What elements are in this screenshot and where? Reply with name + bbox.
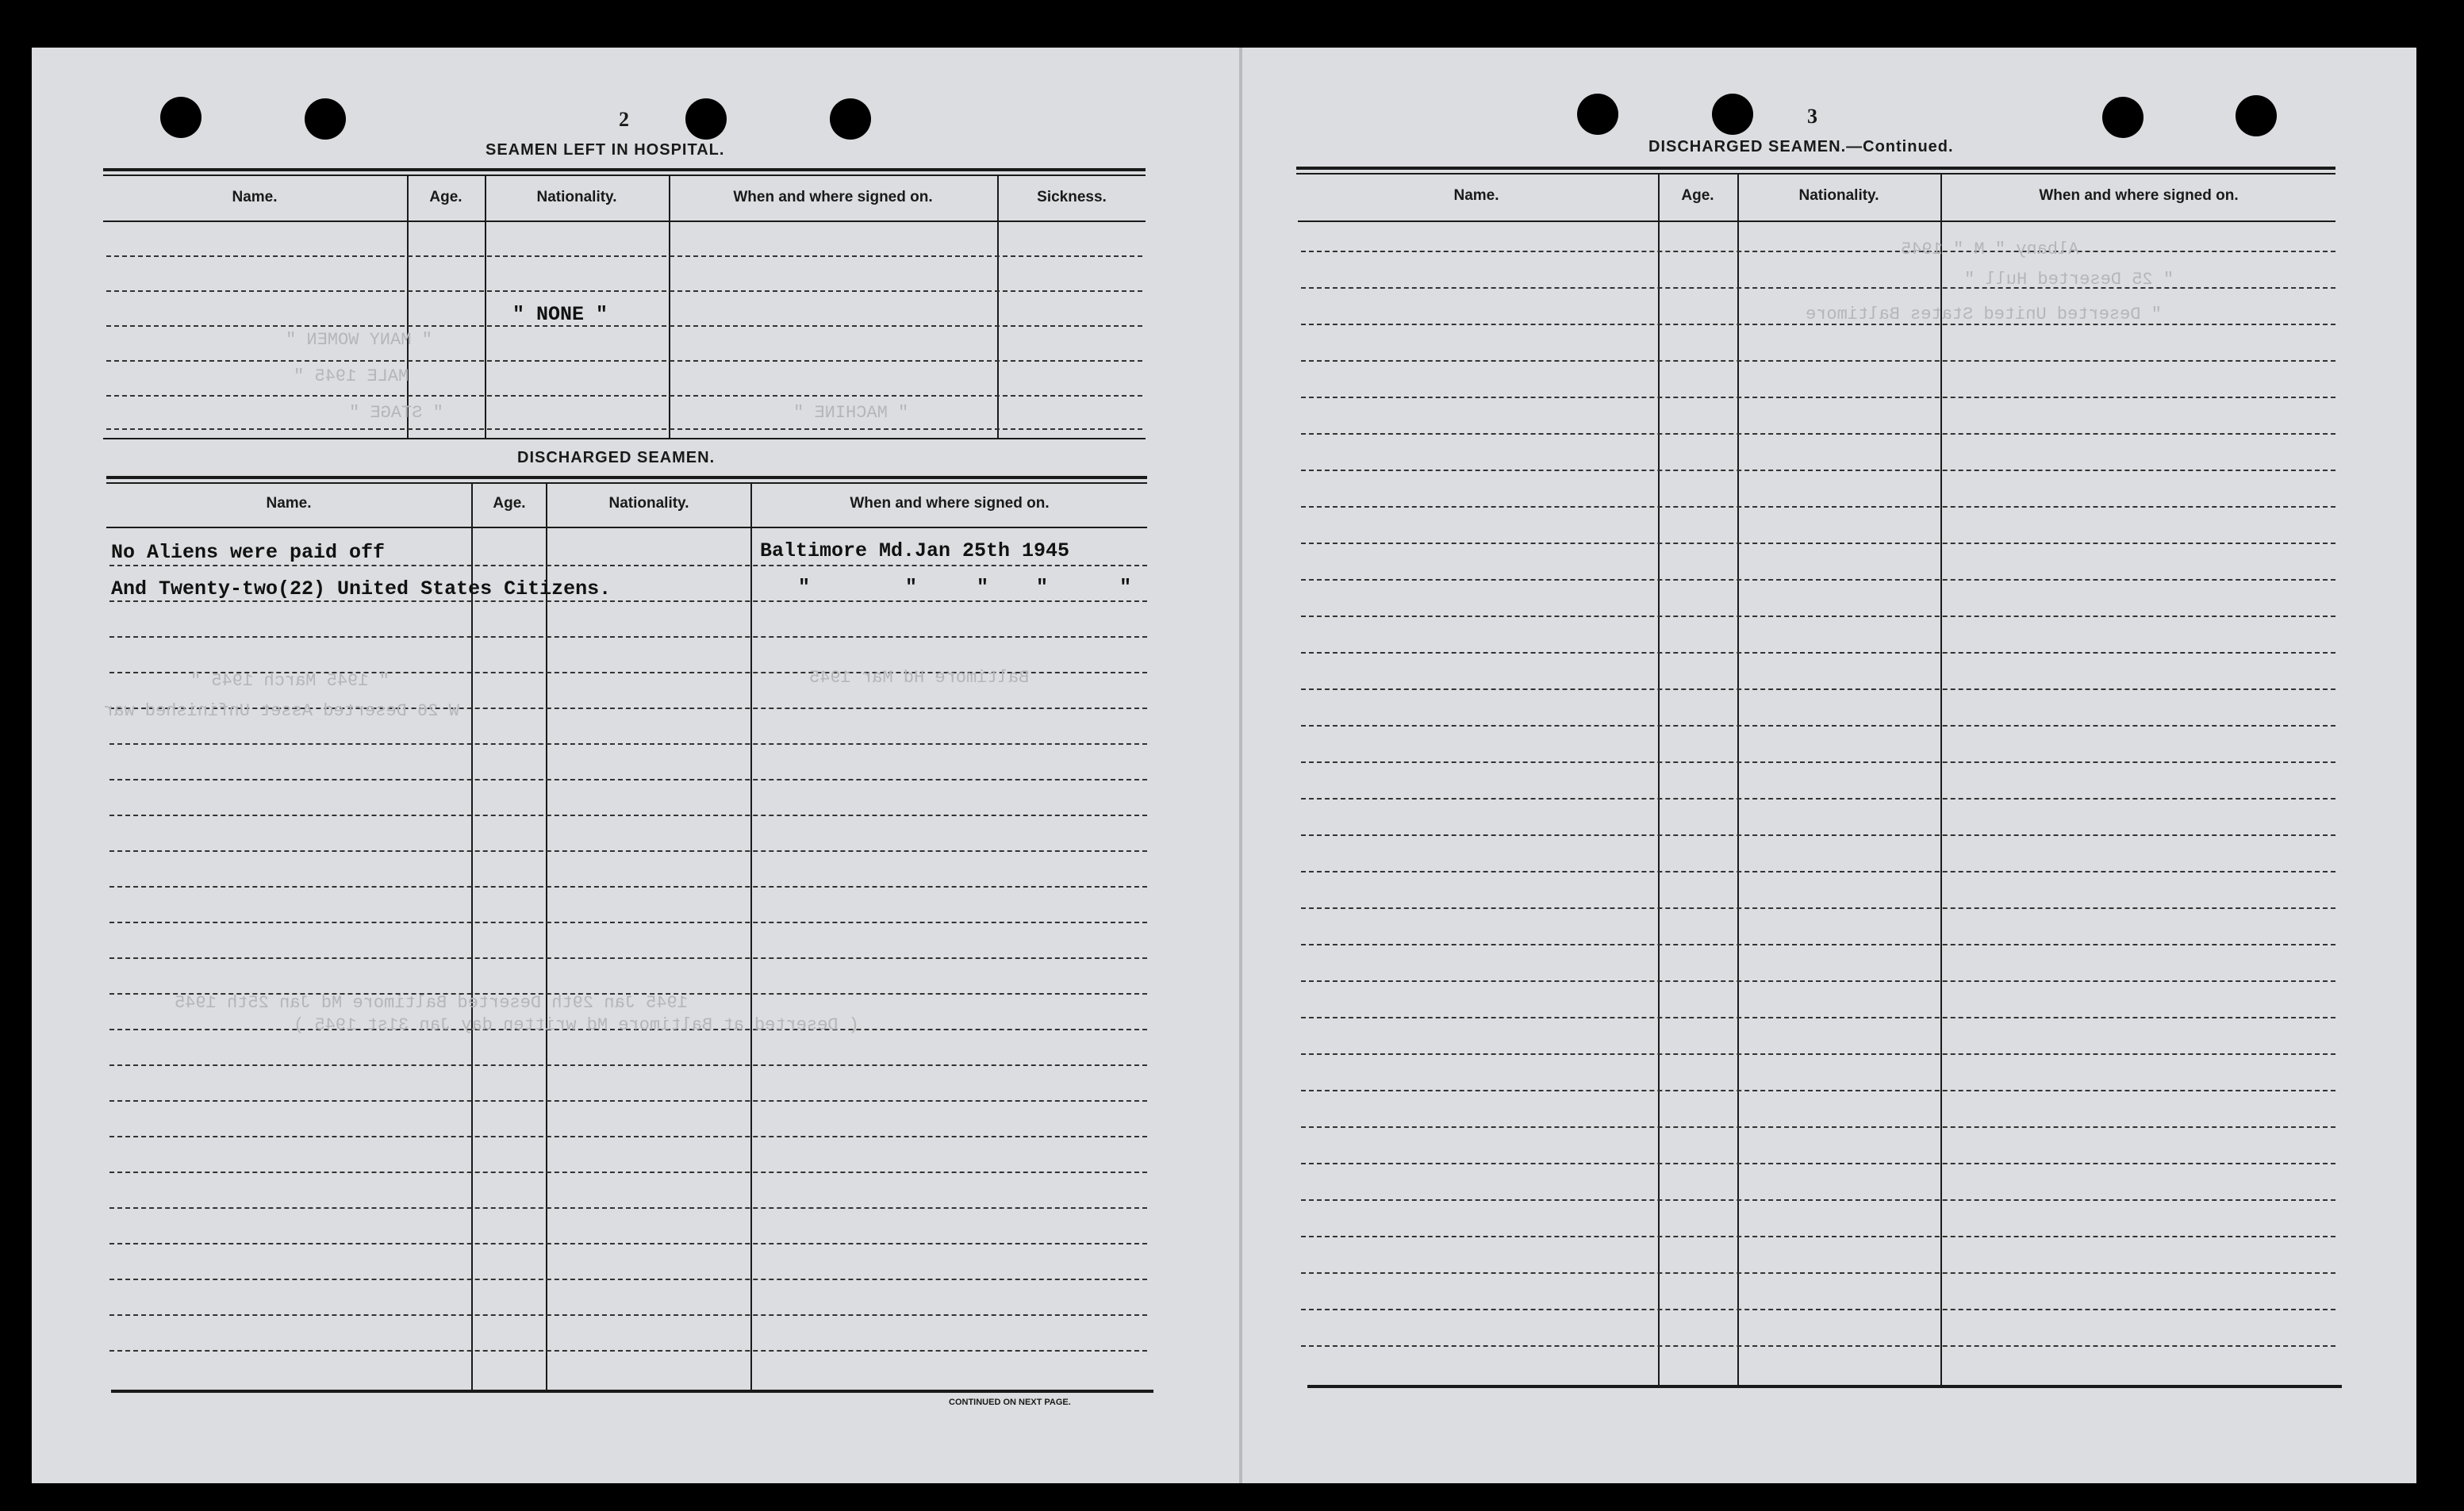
left-page (32, 48, 1245, 1483)
table-rule (1298, 221, 2335, 222)
punch-hole (830, 98, 871, 140)
row-line (1301, 834, 2335, 836)
row-line (109, 1100, 1147, 1102)
punch-hole (160, 97, 201, 138)
continued-footnote: CONTINUED ON NEXT PAGE. (949, 1398, 1071, 1407)
page-number: 3 (1807, 105, 1817, 128)
table-rule (106, 482, 1147, 484)
row-line (1301, 1236, 2335, 1237)
table-rule (103, 168, 1146, 171)
row-line (109, 886, 1147, 888)
row-line (1301, 1345, 2335, 1347)
column-divider (471, 484, 473, 1390)
bleed-through-text: " MACHINE " (793, 403, 909, 423)
row-line (109, 957, 1147, 959)
table-rule (106, 527, 1147, 528)
table-rule (1296, 173, 2335, 174)
hospital-section-title: SEAMEN LEFT IN HOSPITAL. (486, 141, 725, 159)
page-number: 2 (619, 108, 629, 131)
column-header: Nationality. (536, 189, 617, 205)
table-rule (106, 476, 1147, 479)
row-line (109, 815, 1147, 816)
bleed-through-text: Albany " M " 1945 (1901, 240, 2079, 259)
column-header: When and where signed on. (850, 495, 1050, 512)
row-line (1301, 1309, 2335, 1310)
row-line (109, 850, 1147, 852)
column-divider (1658, 174, 1660, 1385)
row-line (109, 743, 1147, 745)
column-header: Age. (493, 495, 526, 512)
bleed-through-text: " 1945 March 1945 " (190, 671, 390, 691)
column-divider (1737, 174, 1739, 1385)
row-line (106, 360, 1142, 362)
row-line (1301, 579, 2335, 581)
row-line (109, 600, 1147, 602)
row-line (106, 255, 1142, 257)
punch-hole (685, 98, 727, 140)
table-rule (111, 1390, 1153, 1393)
row-line (1301, 761, 2335, 763)
right-page (1238, 48, 2416, 1483)
row-line (1301, 907, 2335, 909)
row-line (1301, 980, 2335, 982)
row-line (1301, 1126, 2335, 1128)
row-line (109, 779, 1147, 780)
row-line (1301, 470, 2335, 471)
bleed-through-text: " STAGE " (349, 403, 443, 423)
row-line (1301, 397, 2335, 398)
row-line (1301, 616, 2335, 617)
bleed-through-text: W 26 Deserted Asset Unfinished war (103, 701, 459, 721)
column-divider (485, 176, 486, 438)
row-line (109, 1172, 1147, 1173)
table-rule (103, 174, 1146, 176)
column-header: Name. (1453, 187, 1499, 204)
row-line (109, 1243, 1147, 1244)
row-line (1301, 433, 2335, 435)
column-divider (669, 176, 670, 438)
table-rule (1296, 167, 2335, 170)
row-line (1301, 1163, 2335, 1164)
row-line (1301, 506, 2335, 508)
bleed-through-text: " Deserted United States Baltimore (1806, 305, 2162, 324)
row-line (1301, 798, 2335, 800)
bleed-through-text: " MANY WOMEN " (286, 330, 432, 350)
row-line (106, 325, 1142, 327)
column-header: Name. (266, 495, 312, 512)
punch-hole (1712, 94, 1753, 135)
punch-hole (2102, 97, 2144, 138)
row-line (106, 428, 1142, 430)
row-line (109, 1136, 1147, 1137)
row-line (1301, 688, 2335, 690)
bleed-through-text: ( Deserted at Baltimore Md written day Jan 31st 1945 ) (294, 1015, 859, 1035)
row-line (109, 565, 1147, 566)
column-header: Age. (1681, 187, 1714, 204)
table-rule (1307, 1385, 2342, 1388)
row-line (1301, 543, 2335, 544)
punch-hole (1577, 94, 1618, 135)
row-line (109, 922, 1147, 923)
row-line (1301, 1017, 2335, 1018)
bleed-through-text: Baltimore Hd Mar 1945 (809, 668, 1030, 688)
row-line (109, 1350, 1147, 1352)
discharged-signed-on-row-1: Baltimore Md.Jan 25th 1945 (760, 539, 1070, 562)
row-line (1301, 251, 2335, 252)
discharged-name-row-1: No Aliens were paid off (111, 541, 386, 564)
punch-hole (305, 98, 346, 140)
column-header: When and where signed on. (733, 189, 933, 205)
row-line (1301, 1090, 2335, 1091)
column-header: When and where signed on. (2039, 187, 2239, 204)
bleed-through-text: 1945 Jan 29th Deserted Baltimore Md Jan 25th 1945 (175, 993, 688, 1013)
row-line (106, 290, 1142, 292)
row-line (1301, 1053, 2335, 1055)
row-line (109, 1207, 1147, 1209)
row-line (109, 1279, 1147, 1280)
row-line (1301, 944, 2335, 945)
row-line (1301, 1199, 2335, 1201)
ditto-marks: " " " " " (798, 576, 1132, 599)
row-line (1301, 652, 2335, 654)
row-line (1301, 1272, 2335, 1274)
column-divider (750, 484, 752, 1390)
row-line (1301, 725, 2335, 727)
row-line (109, 1064, 1147, 1066)
row-line (1301, 871, 2335, 872)
punch-hole (2236, 95, 2277, 136)
table-rule (103, 221, 1146, 222)
column-divider (546, 484, 547, 1390)
row-line (106, 395, 1142, 397)
row-line (109, 1314, 1147, 1316)
column-divider (407, 176, 409, 438)
column-header: Name. (232, 189, 278, 205)
hospital-entry: " NONE " (512, 303, 608, 326)
table-rule (103, 438, 1146, 439)
bleed-through-text: MALE 1945 " (294, 366, 409, 386)
row-line (1301, 360, 2335, 362)
column-header: Age. (429, 189, 462, 205)
bleed-through-text: " 25 Deserted Hull " (1964, 270, 2174, 290)
column-divider (997, 176, 999, 438)
discharged-section-title: DISCHARGED SEAMEN. (517, 449, 716, 466)
column-header: Sickness. (1037, 189, 1107, 205)
discharged-name-row-2: And Twenty-two(22) United States Citizens. (111, 577, 612, 600)
row-line (109, 636, 1147, 638)
row-line (1301, 287, 2335, 289)
column-header: Nationality. (608, 495, 689, 512)
column-header: Nationality. (1798, 187, 1879, 204)
column-divider (1940, 174, 1942, 1385)
page-fold (1239, 48, 1242, 1483)
right-page-title: DISCHARGED SEAMEN.—Continued. (1648, 138, 1954, 155)
